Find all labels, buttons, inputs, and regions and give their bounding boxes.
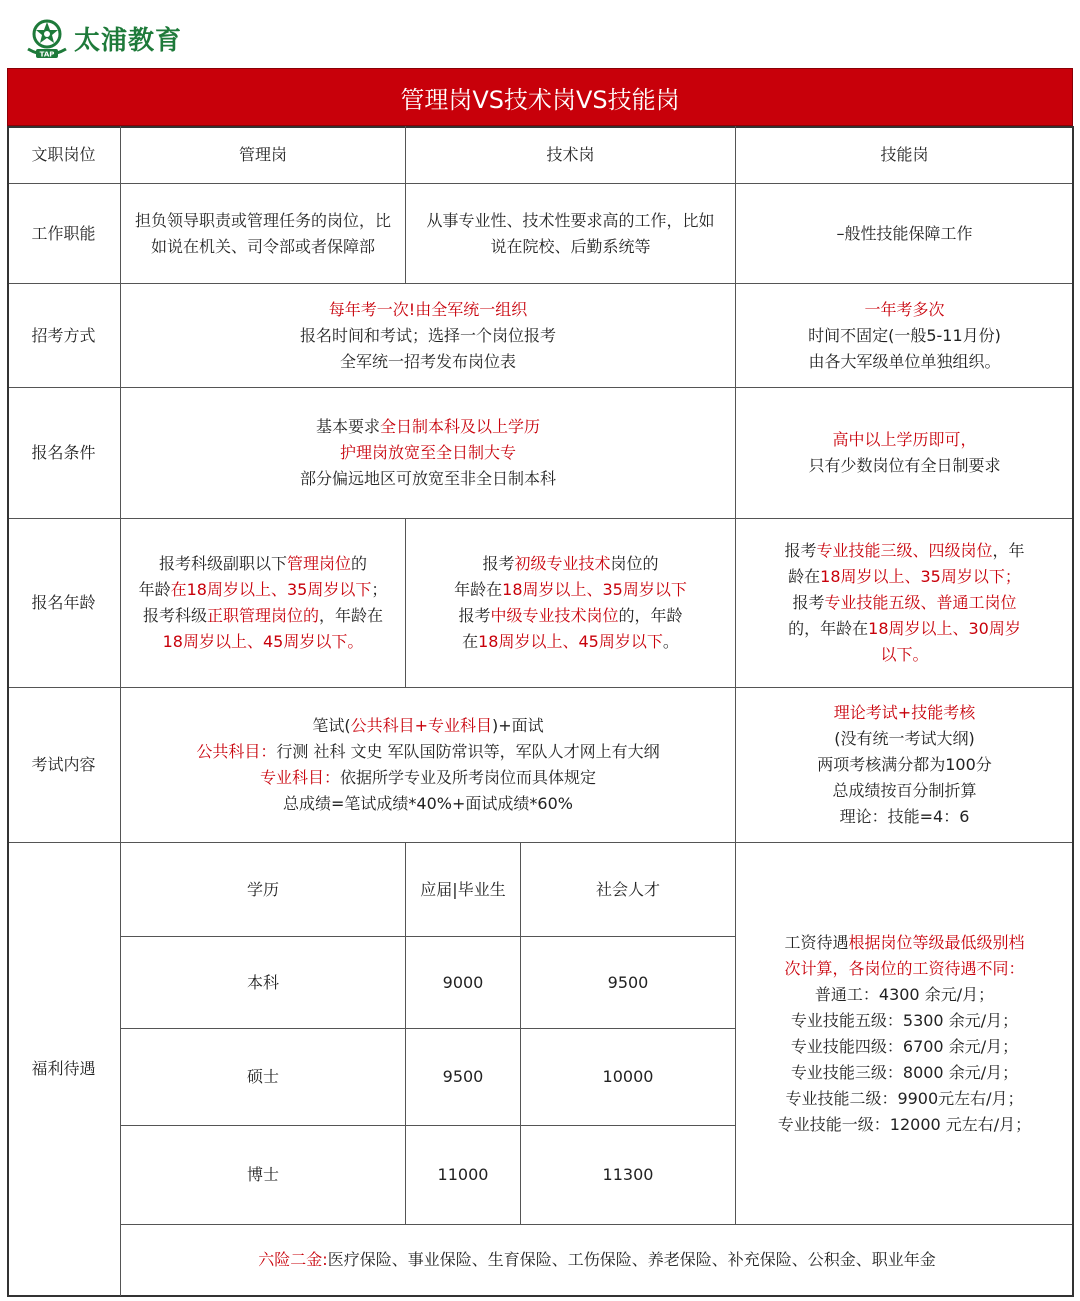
duty-skill: –般性技能保障工作 (836, 223, 973, 243)
table-border (1072, 126, 1074, 1297)
table-rule (121, 1125, 735, 1126)
table-rule (120, 126, 121, 1296)
header-technical: 技术岗 (546, 145, 595, 164)
duty-management: 担负领导职责或管理任务的岗位，比 如说在机关、司令部或者保障部 (134, 210, 391, 256)
row-label-duty: 工作职能 (31, 223, 96, 243)
svg-text:TAP: TAP (39, 50, 55, 59)
duty-technical: 从事专业性、技术性要求高的工作，比如 说在院校、后勤系统等 (426, 210, 715, 256)
salary-row-degree: 本科 (246, 972, 279, 992)
salary-header-degree: 学历 (246, 879, 279, 899)
age-management: 报考科级副职以下管理岗位的 年龄在18周岁以上、35周岁以下； 报考科级正职管理岗位的，年龄在 18周岁以上、45周岁以下。 (138, 554, 388, 651)
exam-skill: 理论考试+技能考核 (没有统一考试大纲) 两项考核满分都为100分 总成绩按百分制折算 理论：技能=4：6 (817, 703, 992, 826)
brand-name: 太浦教育 (74, 25, 183, 56)
salary-row-social: 9500 (607, 972, 649, 992)
table-rule (405, 842, 406, 1225)
table-rule (405, 126, 406, 284)
table-rule (7, 687, 1073, 688)
salary-header-graduate: 应届|毕业生 (420, 879, 506, 899)
table-rule (405, 518, 406, 688)
table-border (7, 126, 9, 1297)
table-rule (7, 842, 1073, 843)
table-rule (520, 842, 521, 1225)
conditions-mgmt-tech: 基本要求全日制本科及以上学历 护理岗放宽至全日制大专 部分偏远地区可放宽至非全日制本科 (299, 417, 556, 488)
row-label-method: 招考方式 (31, 325, 96, 345)
table-border (7, 1295, 1073, 1297)
method-mgmt-tech: 每年考一次!由全军统一组织 报名时间和考试；选择一个岗位报考 全军统一招考发布岗位表 (299, 299, 556, 371)
exam-mgmt-tech: 笔试(公共科目+专业科目)+面试 公共科目：行测 社科 文史 军队国防常识等，军队人才网上有大纲 专业科目：依据所学专业及所考岗位而具体规定 总成绩=笔试成绩*40%+面试成绩*60% (196, 716, 660, 813)
salary-row-graduate: 9500 (442, 1067, 484, 1086)
method-skill: 一年考多次 时间不固定(一般5-11月份) 由各大军级单位单独组织。 (808, 299, 1001, 371)
salary-row-graduate: 9000 (442, 972, 484, 992)
salary-row-social: 10000 (602, 1067, 654, 1086)
table-rule (121, 1028, 735, 1029)
page-title: 管理岗VS技术岗VS技能岗 (7, 68, 1073, 126)
table-rule (7, 283, 1073, 284)
table-rule (7, 387, 1073, 388)
salary-row-degree: 硕士 (246, 1067, 279, 1086)
header-position: 文职岗位 (31, 145, 96, 164)
welfare-insurance: 六险二金:医疗保险、事业保险、生育保险、工伤保险、养老保险、补充保险、公积金、职业年金 (258, 1250, 936, 1269)
salary-row-degree: 博士 (246, 1165, 279, 1184)
welfare-skill: 工资待遇根据岗位等级最低级别档 次计算，各岗位的工资待遇不同： 普通工：4300 余元/月； 专业技能五级：5300 余元/月； 专业技能四级：6700 余元/月； 专业技能三级：8000 余元/月； 专业技能二级：9900元左右/月； 专业技能一级：12000 元左右/月； (777, 932, 1032, 1134)
header-management: 管理岗 (238, 145, 287, 164)
salary-row-graduate: 11000 (437, 1165, 489, 1184)
age-technical: 报考初级专业技术岗位的 年龄在18周岁以上、35周岁以下 报考中级专业技术岗位的，年龄 在18周岁以上、45周岁以下。 (454, 554, 687, 651)
row-label-age: 报名年龄 (31, 593, 96, 612)
conditions-skill: 高中以上学历即可， 只有少数岗位有全日制要求 (808, 430, 1001, 475)
table-border (7, 126, 1073, 128)
row-label-welfare: 福利待遇 (31, 1059, 96, 1078)
table-rule (7, 183, 1073, 184)
row-label-exam: 考试内容 (31, 755, 96, 774)
table-rule (121, 936, 735, 937)
table-rule (121, 1224, 1073, 1225)
header-skill: 技能岗 (880, 145, 929, 164)
age-skill: 报考专业技能三级、四级岗位，年 龄在18周岁以上、35周岁以下； 报考专业技能五级、普通工岗位 的，年龄在18周岁以上、30周岁 以下。 (784, 541, 1025, 664)
salary-row-social: 11300 (602, 1165, 654, 1184)
row-label-conditions: 报名条件 (31, 443, 96, 462)
table-rule (7, 518, 1073, 519)
salary-header-social: 社会人才 (595, 879, 660, 899)
table-rule (735, 126, 736, 1225)
